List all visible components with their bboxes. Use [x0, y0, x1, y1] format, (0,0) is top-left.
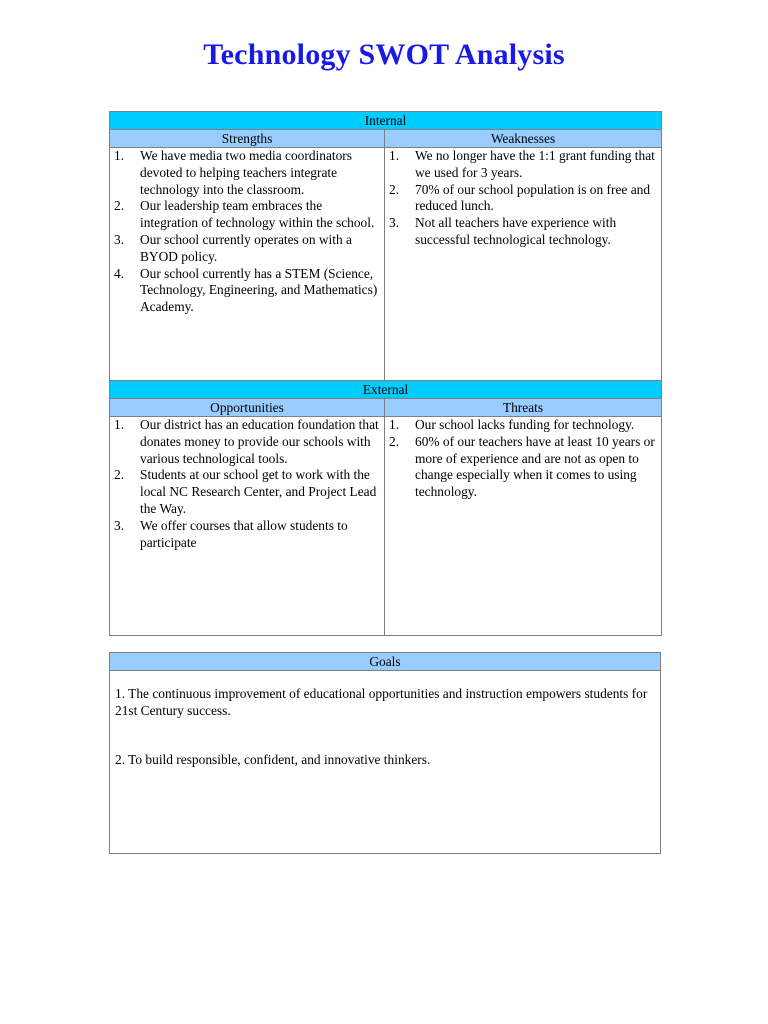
list-item	[389, 417, 657, 434]
internal-header: Internal	[110, 112, 662, 130]
weaknesses-heading: Weaknesses	[385, 130, 662, 148]
list-item	[114, 198, 380, 232]
opportunities-cell	[110, 417, 385, 636]
strengths-cell	[110, 148, 385, 381]
goals-cell	[110, 671, 661, 854]
list-item-text: Not all teachers have experience with successful technological technology.	[415, 215, 617, 247]
list-item-text: 60% of our teachers have at least 10 years or more of experience and are not as open to change especially when it comes to using technology.	[415, 433, 655, 500]
list-item	[389, 182, 657, 216]
list-item-text: Our leadership team embraces the integration of technology within the school.	[140, 198, 375, 231]
list-item-text: Students at our school get to work with the local NC Research Center, and Project Lead the Way.	[140, 467, 377, 516]
list-item-text: Our school currently has a STEM (Science, Technology, Engineering, and Mathematics) Academy.	[140, 265, 378, 315]
list-item	[389, 148, 657, 182]
goals-heading: Goals	[110, 653, 661, 671]
goals-table	[109, 652, 661, 854]
list-item	[389, 215, 657, 249]
list-item	[114, 417, 380, 467]
list-item-number: 1.	[114, 417, 125, 432]
threats-cell	[385, 417, 662, 636]
list-item-number: 3.	[114, 231, 125, 247]
list-item-number: 2.	[114, 467, 125, 483]
list-item-number: 2.	[389, 181, 400, 197]
list-item-number: 1.	[389, 148, 400, 163]
strengths-list	[114, 148, 380, 316]
strengths-heading: Strengths	[110, 130, 385, 148]
list-item	[114, 232, 380, 266]
list-item-text: Our school lacks funding for technology.	[415, 417, 635, 432]
list-item	[114, 266, 380, 316]
weaknesses-list	[389, 148, 657, 249]
goal-item: 1. The continuous improvement of educational opportunities and instruction empowers students for 21st Century success.	[115, 686, 648, 718]
list-item-number: 1.	[114, 148, 125, 163]
list-item-number: 3.	[114, 517, 125, 533]
list-item-text: 70% of our school population is on free and reduced lunch.	[415, 181, 651, 214]
list-item	[114, 518, 380, 552]
opportunities-list	[114, 417, 380, 551]
list-item-text: We have media two media coordinators devoted to helping teachers integrate technology into the classroom.	[140, 148, 352, 197]
external-header: External	[110, 381, 662, 399]
list-item	[114, 467, 380, 517]
list-item-number: 2.	[389, 433, 400, 449]
list-item-text: Our district has an education foundation that donates money to provide our schools with various technological tools.	[140, 417, 379, 466]
goal-item: 2. To build responsible, confident, and innovative thinkers.	[115, 751, 431, 767]
opportunities-heading: Opportunities	[110, 399, 385, 417]
list-item-number: 4.	[114, 265, 125, 281]
weaknesses-cell	[385, 148, 662, 381]
list-item-number: 2.	[114, 198, 125, 214]
threats-heading: Threats	[385, 399, 662, 417]
list-item-number: 1.	[389, 417, 400, 432]
list-item	[389, 434, 657, 501]
list-item-text: We no longer have the 1:1 grant funding that we used for 3 years.	[415, 148, 655, 180]
list-item-number: 3.	[389, 215, 400, 231]
list-item-text: Our school currently operates on with a BYOD policy.	[140, 231, 352, 264]
list-item-text: We offer courses that allow students to participate	[140, 517, 348, 550]
page-title: Technology SWOT Analysis	[203, 38, 565, 71]
swot-table	[109, 111, 662, 636]
list-item	[114, 148, 380, 198]
threats-list	[389, 417, 657, 501]
